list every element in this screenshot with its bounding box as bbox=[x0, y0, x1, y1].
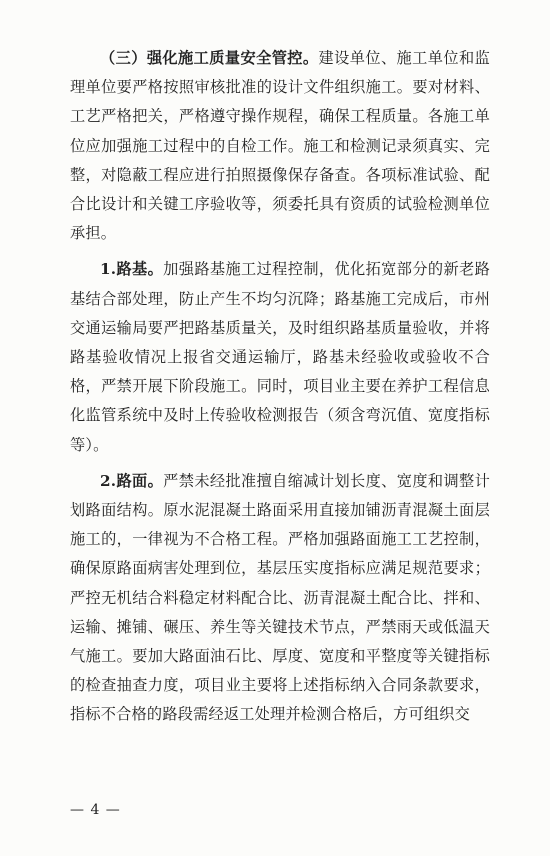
section-pavement bbox=[70, 467, 490, 730]
section-quality-control bbox=[70, 44, 490, 248]
section-heading: 2.路面。 bbox=[100, 471, 164, 490]
page-number: — 4 — bbox=[70, 802, 121, 818]
section-text: 严禁未经批准擅自缩减计划长度、宽度和调整计划路面结构。原水泥混凝土路面采用直接加铺沥青混凝土面层施工的，一律视为不合格工程。严格加强路面施工工艺控制，确保原路面病害处理到位，基层压实度指标应满足规范要求；严控无机结合料稳定材料配合比、沥青混凝土配合比、拌和、运输、摊铺、碾压、养生等关键技术节点，严禁雨天或低温天气施工。要加大路面油石比、厚度、宽度和平整度等关键指标的检查抽查力度，项目业主要将上述指标纳入合同条款要求，指标不合格的路段需经返工处理并检测合格后，方可组织交 bbox=[70, 471, 491, 724]
section-text: 建设单位、施工单位和监理单位要严格按照审核批准的设计文件组织施工。要对材料、工艺严格把关，严格遵守操作规程，确保工程质量。各施工单位应加强施工过程中的自检工作。施工和检测记录须真实、完整，对隐蔽工程应进行拍照摄像保存备查。各项标准试验、配合比设计和关键工序验收等，须委托具有资质的试验检测单位承担。 bbox=[70, 49, 490, 243]
section-roadbed bbox=[70, 255, 490, 459]
section-text: 加强路基施工过程控制，优化拓宽部分的新老路基结合部处理，防止产生不均匀沉降；路基施工完成后，市州交通运输局要严把路基质量关，及时组织路基质量验收，并将路基验收情况上报省交通运输厅，路基未经验收或验收不合格，严禁开展下阶段施工。同时，项目业主要在养护工程信息化监管系统中及时上传验收检测报告（须含弯沉值、宽度指标等）。 bbox=[70, 260, 491, 454]
section-heading: （三）强化施工质量安全管控。 bbox=[100, 49, 319, 67]
page-body bbox=[70, 44, 490, 737]
section-heading: 1.路基。 bbox=[100, 260, 164, 279]
